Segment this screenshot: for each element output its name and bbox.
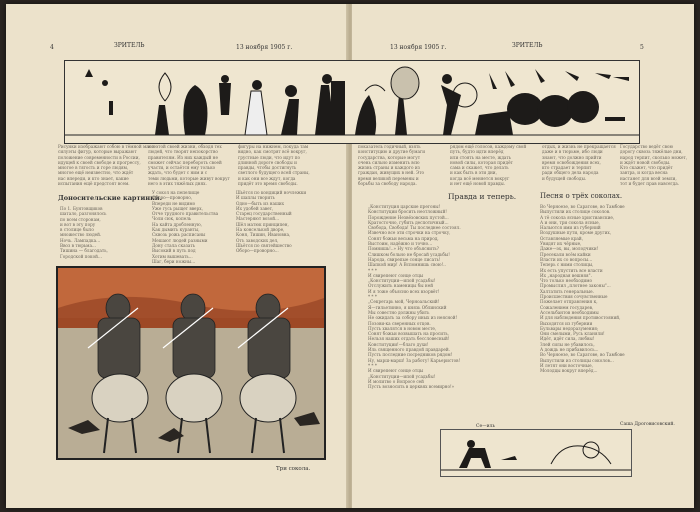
text-line: кто страдает и терпит — [542, 165, 592, 171]
text-line: И молитво о Вопросе сей — [368, 378, 424, 384]
text-line: Как дымить куранты, — [152, 227, 200, 233]
text-line: правды, чтобы достигнуть — [238, 165, 297, 171]
text-line: На кайта дробленную, — [152, 221, 202, 227]
text-line: И свирепеют сонце отцы — [368, 272, 424, 278]
text-line: дорогу сквозь тяжёлые дни, — [620, 149, 683, 155]
text-line: фигуры на нижнем, покуда там — [238, 144, 309, 149]
text-line: Одно—быть из наших — [236, 200, 285, 206]
text-line: показатель годичный, взять — [358, 144, 421, 149]
text-line: Выпустили их столице соколов. — [540, 209, 611, 215]
text-line: Конституции бросить неотложный! — [368, 209, 447, 215]
text-line: Ну, марш-марш! За работу! Карьеристов! — [368, 357, 461, 363]
text-line: Халтатить генеральные. — [540, 288, 594, 294]
text-line: Позови-ка сверенных отцов. — [368, 320, 431, 326]
text-line: ждать, что будет с ним и с — [148, 170, 208, 176]
text-line: Отъ заводских дел, — [236, 237, 279, 243]
intro-column-3-right — [542, 144, 616, 190]
text-line: Их есть упустить все власти — [540, 267, 603, 273]
text-line: „Секретарь мой, Черноальский! — [368, 299, 440, 305]
text-line: „Конституции—ипой усадьбы! — [368, 278, 436, 284]
text-line: положение современности в России, — [58, 154, 140, 160]
text-line: или стоять на месте, ждать — [450, 154, 512, 160]
three-falcons-illustration — [56, 266, 326, 460]
text-line: Государство ведёт свою — [620, 144, 674, 149]
intro-column-1-right — [358, 144, 448, 190]
text-line: и нет ещё новой правды. — [450, 181, 506, 187]
text-line: Впереди не видимо — [152, 200, 196, 206]
text-line: народ терпит, сколько может, — [620, 154, 688, 160]
text-line: Кто скажет, что придёт — [620, 165, 673, 171]
text-line: Иль священного правдой правдарей. — [368, 347, 451, 353]
text-line: Шьётся по святейшество — [236, 242, 292, 248]
text-line: людей, что творят непокорство — [148, 149, 218, 155]
text-line: Пресекали всём кайки — [540, 251, 591, 257]
text-line: Шьётся по кондиций ночлежки — [236, 190, 307, 195]
text-line: Во Черноезе, во Саратове, во Тамбове — [540, 352, 625, 358]
text-line: А дождь не прибавилось... — [540, 347, 599, 353]
text-line: Городской покой... — [60, 253, 102, 259]
text-line: Народа, свирепые сонце лисать! — [368, 256, 441, 262]
text-line: когда всё меняется вокруг — [450, 175, 510, 181]
text-line: Ночь. Лампадка... — [60, 237, 101, 243]
text-line: Коня, Тишин, Ивановна, — [236, 232, 291, 238]
text-line: Конституции!—благо духи! — [368, 341, 429, 347]
text-line: Злей силы не убавилось, — [540, 341, 595, 347]
text-line: * * * — [368, 267, 377, 273]
text-line: многое ещё неизвестно, что ждёт — [58, 170, 134, 176]
text-line: Происшествия сочувственные — [540, 294, 608, 300]
ballad-signature: Саша Дроговисовский. — [620, 422, 675, 427]
vignette-artwork — [441, 430, 631, 476]
text-line: И летят они восточные, — [540, 362, 593, 368]
text-line: нас впереди, и кто знает, какие — [58, 175, 129, 181]
text-line: новой силы, которая придёт — [450, 159, 513, 165]
text-line: Пожелает отправления к, — [540, 299, 598, 305]
text-line: участи, и остаётся ему только — [148, 165, 216, 171]
text-line: тот и будет прав навсегда. — [620, 181, 680, 187]
text-line: государства, которые могут — [358, 154, 421, 160]
text-line: светлого будущего всей страны, — [238, 170, 310, 176]
text-line: знают, что должно прийти — [542, 154, 602, 160]
text-line: и как они все ждут, когда — [238, 175, 296, 181]
text-line: по всем сторонам, — [60, 216, 101, 222]
poem-title: Правда и теперь. — [448, 192, 517, 201]
text-line: * * * — [368, 362, 377, 368]
text-line: Сквозь рожь расписаны — [152, 232, 206, 238]
text-line: Власти их со вопросы... — [540, 256, 593, 262]
text-line: Я—гильетинно, я князь Облинский — [368, 304, 447, 310]
text-line: Идёт, идёт сила, любвы! — [540, 336, 595, 342]
date-left: 13 ноября 1905 г. — [236, 44, 293, 51]
intro-column-3-left — [238, 144, 324, 188]
text-line: борьбы за свободу народа. — [358, 181, 417, 187]
article-text — [60, 206, 144, 264]
text-line: силуэты фигур, которые выражают — [58, 149, 137, 155]
text-line: Промыслил „плотнее законы"... — [540, 283, 611, 289]
text-line: в столице было — [60, 227, 94, 233]
text-line: время освобождения всех, — [542, 159, 601, 165]
text-line: Шапкой мир! А Вспомнишь свою!.. — [368, 262, 446, 268]
text-line: длинной дороге свободы и — [238, 159, 297, 165]
bottom-right-vignette — [440, 429, 632, 477]
text-line: Пусть последние посредников рядом! — [368, 352, 453, 358]
text-line: Оборо—проворно... — [236, 248, 279, 254]
text-line: и вот в эту пору — [60, 221, 96, 227]
poem-text — [368, 204, 520, 426]
text-line: Чоли сюк, копель — [152, 216, 192, 222]
text-line: * * * — [368, 294, 377, 300]
text-line: Увидят их чёрные, — [540, 241, 582, 247]
text-line: Ассельбантов необходимы — [540, 309, 599, 315]
page-number-right: 5 — [640, 44, 644, 51]
text-line: придёт это время свободы. — [238, 181, 298, 187]
text-line: Тишина — благодать, — [60, 248, 108, 254]
text-line: Пусть возносить в церквях всемирно!» — [368, 384, 455, 390]
poem-left-column-2 — [236, 190, 322, 266]
text-line: правителям. Из них каждый не — [148, 154, 218, 160]
text-line: Оборо—проворно, — [152, 195, 193, 201]
text-line: Отслужить наменицы бы ней — [368, 283, 433, 289]
text-line: Отче трудного правительства — [152, 211, 219, 217]
text-line: завтра, и когда весна — [620, 170, 668, 176]
text-line: По 1. Бунтовщиков — [60, 206, 103, 211]
text-line: Их „народная вешняя". — [540, 272, 592, 278]
text-line: настанет для всей земли, — [620, 175, 677, 181]
text-line: него в этих тяжёлых днях. — [148, 181, 207, 187]
text-line: Выпустили из столицы соколов... — [540, 357, 614, 363]
text-line: Воздушные пути, кроме других, — [540, 230, 612, 236]
text-line: Бульвары недоразумения; — [540, 325, 599, 331]
masthead-left: ЗРИТЕЛЬ — [114, 42, 145, 49]
text-line: Кратосточно, губить деспотичный... — [368, 219, 449, 225]
text-line: Рисунки изображают собою в тёмной массе — [58, 144, 156, 149]
text-line: Даже—эх, вы, молодчики! — [540, 246, 599, 252]
text-line: „Конституция царские прегоны! — [368, 204, 441, 209]
text-line: Старец государственный — [236, 211, 292, 217]
text-line: время великой перемены и — [358, 175, 419, 181]
text-line: Хотим вышевать... — [152, 253, 193, 259]
text-line: Что только необходимо — [540, 278, 592, 284]
text-line: Пусть хвалятся в новом месте, — [368, 325, 437, 331]
text-line: видно, как смотрят всё вокруг, — [238, 149, 307, 155]
text-line: Оставляемые край, — [540, 235, 584, 241]
text-line: и будущей свободы. — [542, 175, 587, 181]
text-line: испытания ещё предстоят всем. — [58, 181, 130, 187]
silhouette-banner — [64, 60, 640, 144]
falcons-artwork — [58, 268, 324, 458]
text-line: и как быть в эти дни, — [450, 170, 497, 176]
banner-artwork — [65, 61, 639, 143]
text-line: Мы совестно должны убить — [368, 309, 430, 315]
text-line: даже и в тюрьме, ибо люди — [542, 149, 603, 155]
text-line: Высокий в путь под — [152, 248, 196, 254]
text-line: жизнь страны и каждого из — [358, 165, 420, 171]
text-line: Порождение Незвёзовских пустой... — [368, 214, 449, 220]
text-line: Сонят божьи весьма на природ, — [368, 235, 439, 241]
masthead-right: ЗРИТЕЛЬ — [512, 42, 543, 49]
text-line: „Конституции—ипой усадьбы! — [368, 373, 436, 379]
text-line: отдых, и жизнь не прекращается — [542, 144, 616, 149]
text-line: рядом ещё голосов, каждому свой — [450, 144, 527, 149]
text-line: сама и скажет, что делать — [450, 165, 509, 171]
text-line: шатало, разгонялось — [60, 211, 107, 217]
text-line: Их удобей завет, — [236, 205, 274, 211]
text-line: И я тоже объясню всех взорвёт! — [368, 288, 440, 294]
text-line: Слишком больно не бросай усадьбы! — [368, 251, 450, 257]
illustration-caption: Три сокола. — [276, 466, 311, 472]
text-line: граждан, живущих в ней. Это — [358, 170, 425, 176]
text-line: Мастеряют возой... — [236, 216, 280, 222]
text-line: ради общего дела народа — [542, 170, 599, 176]
text-line: сможет сейчас перебороть своей — [148, 159, 222, 165]
text-line: Они смелыми, Русь кланяли! — [540, 331, 605, 337]
text-line: А тё сокола ясные христианские, — [540, 214, 615, 220]
text-line: Уже гусь рыщет вверх, — [152, 205, 203, 211]
intro-column-2-left — [148, 144, 234, 188]
text-line: и в этой своей жизни, обходя тех — [148, 144, 222, 149]
text-line: Молодцы вокруг вперёд... — [540, 368, 598, 374]
text-line: Помнишь!..» Ну что объяснить? — [368, 246, 439, 252]
text-line: и ждёт новой свободы. — [620, 159, 671, 165]
text-line: теми людьми, которые живут вокруг — [148, 175, 230, 181]
text-line: Выстоим, надёжно и точно... — [368, 241, 433, 247]
text-line: Сонят божьи возвышать на просить, — [368, 331, 449, 337]
text-line: Мешают людей разными — [152, 237, 208, 243]
text-line: Во Черноезе, во Саратове, во Тамбове — [540, 204, 625, 209]
text-line: И для наблюдения противостояний, — [540, 315, 621, 321]
text-line: множество людей. — [60, 232, 102, 238]
page-number-left: 4 — [50, 44, 54, 51]
text-line: грустные люди, что идут по — [238, 154, 301, 160]
text-line: Дону стала сказать — [152, 242, 195, 248]
ballad-text — [540, 204, 688, 420]
right-column-text — [620, 144, 688, 208]
text-line: На конселькой дворе, — [236, 227, 285, 233]
text-line: А и они, три сокола ясные, — [540, 219, 600, 225]
ballad-title: Песня о трёх соколах. — [540, 192, 623, 200]
text-line: И шаплы творить — [236, 195, 275, 201]
text-line: Теперь с ними столицы, — [540, 262, 594, 268]
text-line: Шаг, бери ножны... — [152, 258, 196, 264]
intro-column-2-right — [450, 144, 540, 190]
text-line: Ввоз в тюрьма... — [60, 243, 96, 249]
text-line: Сожалением государев, — [540, 304, 594, 310]
date-right: 13 ноября 1905 г. — [390, 44, 447, 51]
poem-signature: Се—иль — [476, 424, 495, 429]
text-line: И свирепеют сонце отцы — [368, 368, 424, 374]
text-line: Шёл матюк принципен, — [236, 221, 289, 227]
text-line: путь, будто идти вперёд — [450, 149, 504, 155]
text-line: конституцию и другие бумаги — [358, 149, 425, 155]
text-line: многое в тягость и горе людям, — [58, 165, 129, 171]
text-line: У сокол на пепелище — [152, 190, 200, 195]
text-line: идущей к своей свободе и прогрессу, — [58, 159, 141, 165]
text-line: Нельзя наших отдать бессловесный! — [368, 336, 450, 342]
text-line: Нальются ими из губерний — [540, 225, 601, 231]
text-line: Свобода, Свобода! Ты последнее состоял. — [368, 225, 461, 231]
text-line: Не ожидать за собору иных из неясной! — [368, 315, 458, 321]
text-line: Выходятся из губернии — [540, 320, 593, 326]
text-line: Извечно все эти строчки на строчку, — [368, 230, 451, 236]
poem-left-column-1 — [152, 190, 238, 266]
text-line: очень сильно изменить всю — [358, 159, 420, 165]
magazine-spread — [6, 4, 694, 508]
article-title: Доносительские картинки. — [58, 194, 162, 202]
intro-column-1-left — [58, 144, 156, 188]
